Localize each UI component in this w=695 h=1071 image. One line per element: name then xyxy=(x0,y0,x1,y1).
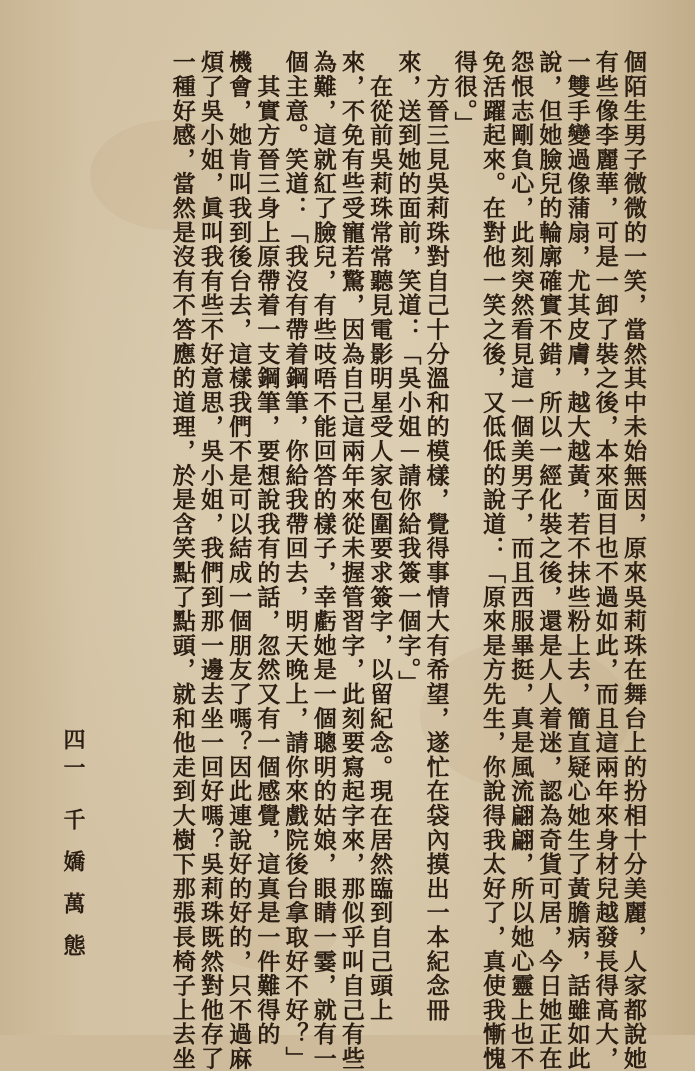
text-column: 說，但她臉兒的輪廓確實不錯，所以一經化裝之後，還是人人着迷，認為奇貨可居，今日她正在 xyxy=(535,50,563,1071)
body-text xyxy=(168,50,647,1071)
text-column: 來，不免有些受寵若驚，因為自己這兩年來從未握管習字，此刻要寫起字來，那似乎叫自己有些 xyxy=(337,50,365,1071)
text-column: 怨恨志剛負心，此刻突然看見這一個美男子，而且西服畢挺，真是風流翩翩，所以她心靈上也不 xyxy=(507,50,535,1071)
text-column: 煩了吳小姐，眞叫我有些不好意思，吳小姐，我們到那一邊去坐一回好嗎？吳莉珠既然對他存了 xyxy=(196,50,224,1071)
text-column: 來，送到她的面前，笑道：「吳小姐－請你給我簽一個字。」 xyxy=(394,50,422,695)
text-column: 其實方晉三身上原帶着一支鋼筆，要想說我有的話，忽然又有一個感覺，這真是一件難得的 xyxy=(253,50,281,1047)
text-column: 免活躍起來。在對他一笑之後，又低低的說道：「原來是方先生，你說得我太好了，真使我慚愧 xyxy=(478,50,506,1071)
text-column: 為難，這就紅了臉兒，有些吱唔不能回答的樣子，幸虧她是一個聰明的姑娘，眼睛一霎，就有一 xyxy=(309,50,337,1071)
text-column: 個陌生男子微微的一笑，當然其中未始無因，原來吳莉珠在舞台上的扮相十分美麗，人家都說她 xyxy=(620,50,647,1071)
text-column: 個主意。笑道：「我沒有帶着鋼筆，你給我帶回去，明天晚上，請你來戲院後台拿取好不好？」 xyxy=(281,50,309,1071)
running-head: 千嬌萬態 xyxy=(60,808,86,976)
page-number: 四一 xyxy=(60,728,86,784)
text-column: 一種好感，當然是沒有不答應的道理，於是含笑點了點頭，就和他走到大樹下那張長椅子上去坐 xyxy=(168,50,196,1071)
text-column: 得很。」 xyxy=(450,50,478,136)
text-column: 方晉三見吳莉珠對自己十分溫和的模樣，覺得事情大有希望，遂忙在袋內摸出一本紀念冊 xyxy=(422,50,450,1022)
text-column: 在從前吳莉珠常常聽見電影明星受人家包圍要求簽字，以留紀念。現在居然臨到自己頭上 xyxy=(366,50,394,1022)
text-column: 一雙手變過像蒲扇，尤其皮膚，越大越黃，若不抹些粉上去，簡直疑心她生了黃膽病，話雖如此 xyxy=(563,50,591,1071)
text-column: 有些像李麗華，可是一卸了裝之後，本來面目也不過如此，而且這兩年來身材兒越發長得高大， xyxy=(591,50,619,1071)
text-column: 機會，她肯叫我到後台去，這樣我們不是可以結成一個朋友了嗎？因此連說好的好的，只不過麻 xyxy=(225,50,253,1071)
